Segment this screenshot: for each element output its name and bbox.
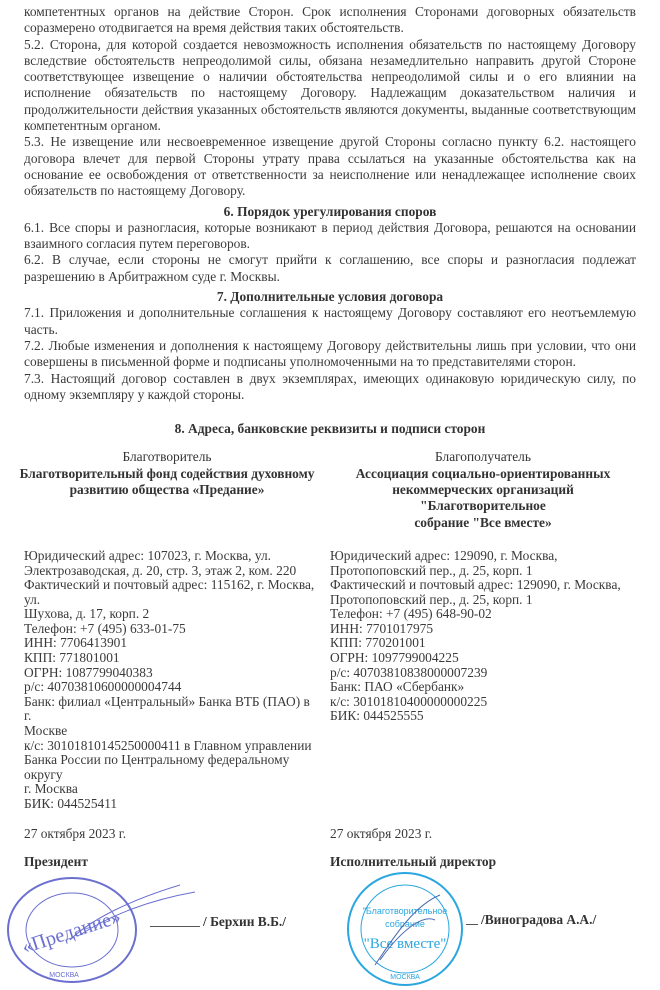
- requisite-line: к/с: 30101810400000000225: [330, 693, 488, 709]
- requisite-line: Шухова, д. 17, корп. 2: [24, 606, 150, 622]
- requisite-line: Телефон: +7 (495) 633-01-75: [24, 620, 186, 636]
- recipient-stamp: [345, 870, 465, 988]
- requisite-line: Протопоповский пер., д. 25, корп. 1: [330, 562, 533, 578]
- roles-row: [24, 854, 636, 870]
- requisite-line: БИК: 044525555: [330, 708, 424, 724]
- requisites: [24, 549, 636, 812]
- requisite-line: ОГРН: 1097799004225: [330, 650, 459, 666]
- recipient-stamp-line-2: собрание: [385, 919, 425, 930]
- requisite-line: р/с: 40703810838000007239: [330, 664, 488, 680]
- recipient-signatory: /Виноградова А.А./: [481, 912, 597, 928]
- paragraph-5-3: 5.3. Не извещение или несвоевременное извещение другой Стороны согласно пункту 6.2. настоящего договора влечет для первой Стороны утрату права ссылаться на указанные обстоятельства как на основание ее освобождения от ответственности за неисполнение или ненадлежащее исполнение своих обязательств по настоящему Договору.: [24, 134, 636, 199]
- dates-row: [24, 826, 636, 842]
- donor-stamp-ring: МОСКВА: [49, 972, 79, 980]
- donor-date: 27 октября 2023 г.: [24, 825, 127, 841]
- requisite-line: Электрозаводская, д. 20, стр. 3, этаж 2, ком. 220: [24, 562, 297, 578]
- section-6: [24, 204, 636, 285]
- recipient-heading: [330, 449, 636, 530]
- parties-headings: [19, 449, 636, 530]
- recipient-stamp-line-1: "Благотворительное: [362, 906, 448, 917]
- requisite-line: ИНН: 7701017975: [330, 620, 434, 636]
- recipient-name: Ассоциация социально-ориентированных: [355, 465, 611, 481]
- paragraph-7-3: 7.3. Настоящий договор составлен в двух экземплярах, имеющих одинаковую юридическую силу, по одному экземпляру у каждой стороны.: [24, 370, 636, 402]
- recipient-stamp-ring: МОСКВА: [390, 974, 420, 982]
- recipient-requisites: [330, 549, 636, 812]
- section-7: [24, 289, 636, 403]
- requisite-line: ОГРН: 1087799040383: [24, 664, 153, 680]
- donor-stamp-text: «Предание»: [19, 906, 124, 959]
- paragraph-7-2: 7.2. Любые изменения и дополнения к настоящему Договору действительны лишь при условии, что они совершены в письменной форме и подписаны уполномоченными на то представителями сторон.: [24, 337, 636, 370]
- donor-heading: [18, 449, 316, 530]
- recipient-role: Исполнительный директор: [330, 853, 497, 869]
- requisite-line: БИК: 044525411: [24, 796, 118, 811]
- requisite-line: Юридический адрес: 129090, г. Москва,: [330, 547, 558, 563]
- recipient-name-3: собрание "Все вместе»: [414, 514, 552, 530]
- paragraph-5-1-continued: компетентных органов на действие Сторон. Срок исполнения Сторонами договорных обязательств соразмерено отодвигается на время действия таких обстоятельств.: [24, 4, 636, 36]
- recipient-label: Благополучатель: [435, 449, 531, 465]
- paragraph-6-2: 6.2. В случае, если стороны не смогут прийти к соглашению, все споры и разногласия подлежат разрешению в Арбитражном суде г. Москвы.: [24, 252, 636, 284]
- donor-requisites: [24, 549, 316, 812]
- donor-signatory: / Берхин В.Б./: [203, 914, 286, 930]
- donor-label: Благотворитель: [122, 449, 212, 465]
- requisite-line: Банка России по Центральному федеральному округу: [24, 752, 290, 782]
- requisite-line: Фактический и почтовый адрес: 129090, г. Москва,: [330, 577, 621, 593]
- requisite-line: г. Москва: [24, 781, 78, 797]
- recipient-date: 27 октября 2023 г.: [330, 825, 433, 841]
- paragraph-7-1: 7.1. Приложения и дополнительные соглашения к настоящему Договору составляют его неотъемлемую часть.: [24, 305, 636, 337]
- requisite-line: Москве: [24, 723, 68, 739]
- requisite-line: Банк: филиал «Центральный» Банка ВТБ (ПАО) в г.: [24, 693, 310, 724]
- signatures-area: [0, 870, 660, 990]
- donor-role: Президент: [24, 853, 88, 869]
- recipient-signature-line: [466, 924, 478, 925]
- requisite-line: ИНН: 7706413901: [24, 635, 128, 651]
- donor-name-2: развитию общества «Предание»: [69, 482, 265, 498]
- requisite-line: Протопоповский пер., д. 25, корп. 1: [330, 591, 533, 607]
- recipient-stamp-line-3: "Все вместе": [363, 936, 447, 953]
- recipient-name-2: некоммерческих организаций "Благотворительное: [392, 482, 574, 514]
- requisite-line: Фактический и почтовый адрес: 115162, г. Москва, ул.: [24, 577, 315, 607]
- paragraph-6-1: 6.1. Все споры и разногласия, которые возникают в период действия Договора, решаются на основании взаимного согласия путем переговоров.: [24, 219, 636, 252]
- donor-signature-line: [150, 926, 200, 927]
- paragraph-5-2: 5.2. Сторона, для которой создается невозможность исполнения обязательств по настоящему Договору вследствие обстоятельств непреодолимой силы, обязана незамедлительно направить другой Стороне соответствующее извещение о наличии обстоятельства непреодолимой силы и о его влиянии на исполнение обязательств по настоящему Договору. Надлежащим доказательством наличия и продолжительности действия указанных обстоятельств являются документы, выданные соответствующим компетентным органом.: [24, 36, 636, 134]
- requisite-line: Юридический адрес: 107023, г. Москва, ул.: [24, 547, 271, 563]
- section-7-title: 7. Дополнительные условия договора: [216, 289, 444, 305]
- requisite-line: Телефон: +7 (495) 648-90-02: [330, 606, 492, 622]
- donor-signature: [60, 880, 200, 950]
- requisite-line: Банк: ПАО «Сбербанк»: [330, 679, 465, 695]
- section-8-header: [24, 421, 636, 437]
- requisite-line: КПП: 770201001: [330, 635, 426, 651]
- section-8-title: 8. Адреса, банковские реквизиты и подписи сторон: [174, 421, 486, 437]
- section-5: [24, 4, 636, 200]
- requisite-line: р/с: 40703810600000004744: [24, 679, 182, 695]
- donor-name: Благотворительный фонд содействия духовному: [19, 465, 315, 481]
- requisite-line: к/с: 30101810145250000411 в Главном управлении: [24, 737, 312, 753]
- section-6-title: 6. Порядок урегулирования споров: [223, 203, 437, 219]
- requisite-line: КПП: 771801001: [24, 650, 120, 666]
